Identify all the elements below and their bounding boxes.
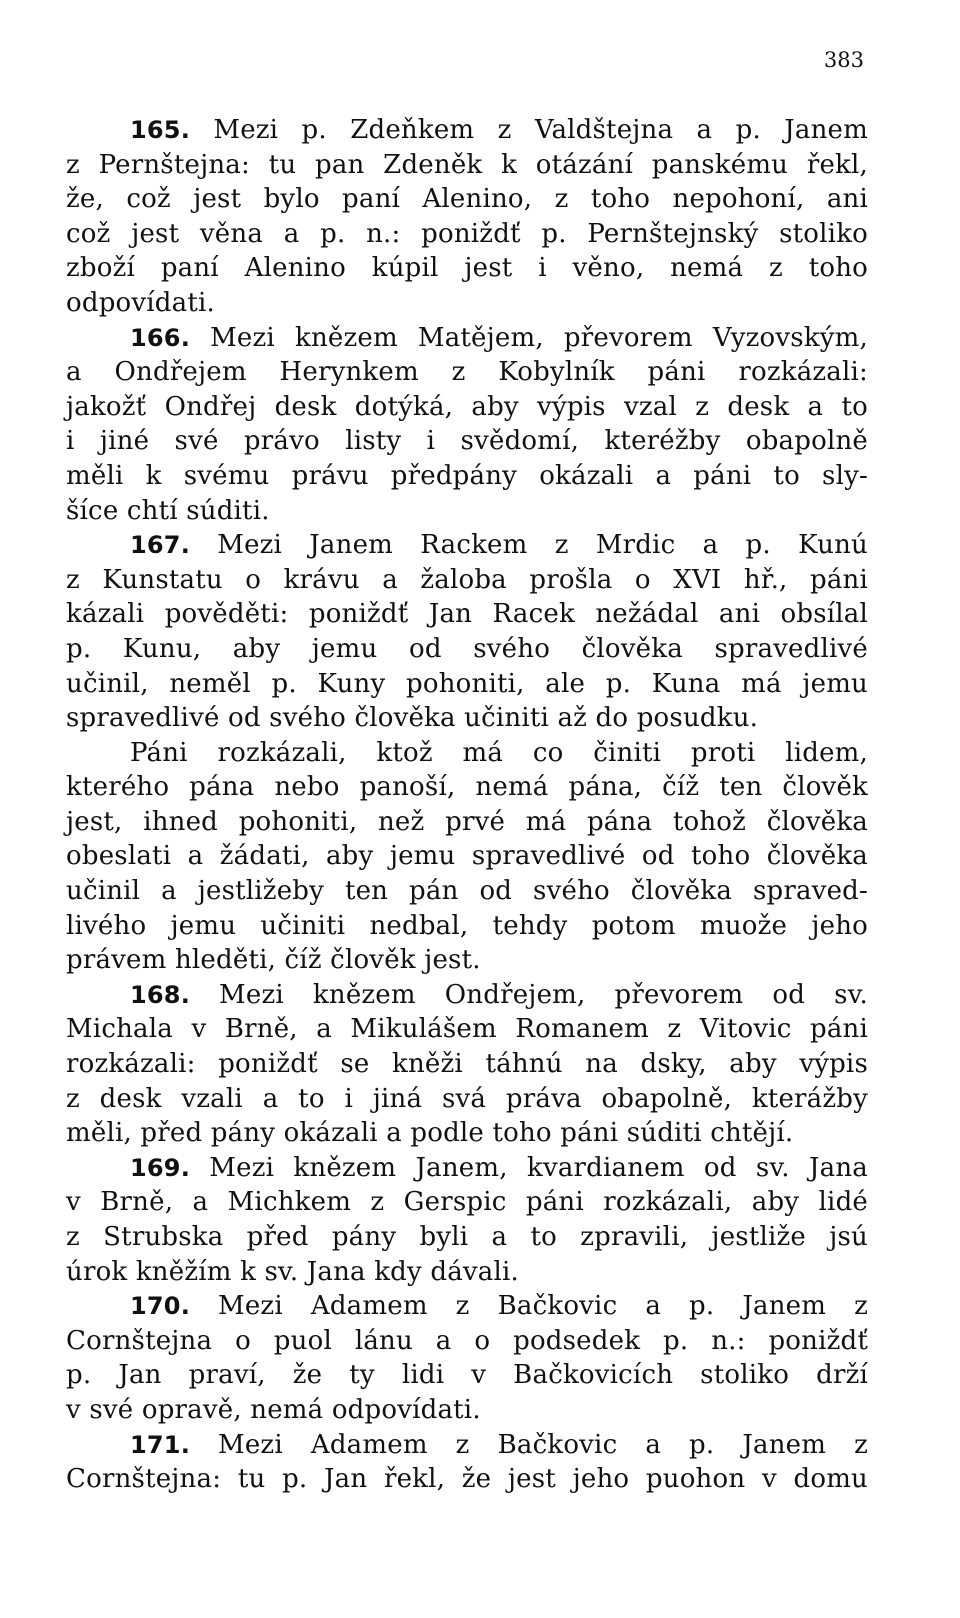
text-line [66,251,868,286]
line-text: z Strubska před pány byli a to zpravili, jestliže jsú [66,1222,868,1252]
line-text: kterého pána nebo panoší, nemá pána, číž ten člověk [66,772,868,803]
text-line [66,1462,868,1497]
entry-number: 168. [130,980,191,1009]
line-text: měli k svému právu předpány okázali a páni to sly- [66,460,868,491]
line-text: Mezi p. Zdeňkem z Valdštejna a p. Janem [190,115,868,145]
line-text: rozkázali: poniždť se kněži táhnú na dsky, aby výpis [66,1049,868,1080]
line-text: Mezi knězem Matějem, převorem Vyzovským, [190,322,868,353]
line-text: p. Kunu, aby jemu od svého člověka spravedlivé [66,633,868,664]
text-line [66,770,868,805]
text-line [66,909,868,944]
line-text: šíce chtí súditi. [66,495,270,526]
text-line [66,736,868,771]
line-text: odpovídati. [66,287,215,318]
entry-number: 169. [130,1153,191,1182]
line-text: Cornštejna o puol lánu a o podsedek p. n.: poniždť [66,1325,868,1356]
text-line [66,1289,868,1324]
line-text: Mezi Janem Rackem z Mrdic a p. Kunú [190,530,868,561]
line-text: z desk vzali a to i jiná svá práva obapolně, kterážby [66,1083,868,1114]
text-line [66,805,868,840]
line-text: Michala v Brně, a Mikulášem Romanem z Vitovic páni [66,1014,868,1045]
line-text: Mezi knězem Ondřejem, převorem od sv. [190,979,868,1010]
text-line [66,597,868,632]
text-line [66,1324,868,1359]
body-text [66,113,868,1497]
text-line [66,217,868,252]
text-line [66,1185,868,1220]
text-line [66,1082,868,1117]
text-line [66,1047,868,1082]
text-line [66,667,868,702]
text-line [66,1220,868,1255]
line-text: že, což jest bylo paní Alenino, z toho nepohoní, ani [66,184,868,215]
line-text: učinil, neměl p. Kuny pohoniti, ale p. Kuna má jemu [66,668,868,699]
text-line [66,286,868,321]
line-text: Mezi knězem Janem, kvardianem od sv. Jana [190,1152,868,1183]
entry-number: 167. [130,531,191,560]
text-line [66,1116,868,1151]
line-text: úrok kněžím k sv. Jana kdy dávali. [66,1256,519,1287]
text-line [66,321,868,356]
text-line [66,839,868,874]
line-text: učinil a jestližeby ten pán od svého člověka spraved- [66,876,868,907]
line-text: spravedlivé od svého člověka učiniti až do posudku. [66,703,759,734]
line-text: Mezi Adamem z Bačkovic a p. Janem z [190,1429,868,1460]
line-text: právem hleděti, číž člověk jest. [66,945,481,976]
entry-number: 171. [130,1430,191,1459]
line-text: kázali pověděti: poniždť Jan Racek nežádal ani obsílal [66,599,868,630]
text-line [66,148,868,183]
text-line [66,459,868,494]
text-line [66,943,868,978]
text-line [66,355,868,390]
line-text: livého jemu učiniti nedbal, tehdy potom muože jeho [66,910,868,941]
text-line [66,1012,868,1047]
line-text: z Pernštejna: tu pan Zdeněk k otázání panskému řekl, [66,149,868,180]
text-line [66,494,868,529]
line-text: měli, před pány okázali a podle toho páni súditi chtějí. [66,1118,794,1149]
text-line [66,113,868,148]
line-text: což jest věna a p. n.: poniždť p. Pernštejnský stoliko [66,218,868,249]
line-text: Páni rozkázali, ktož má co činiti proti lidem, [130,737,868,768]
line-text: p. Jan praví, že ty lidi v Bačkovicích stoliko drží [66,1360,868,1391]
line-text: i jiné své právo listy i svědomí, kteréžby obapolně [66,426,868,457]
text-line [66,978,868,1013]
line-text: jakožť Ondřej desk dotýká, aby výpis vzal z desk a to [66,391,868,422]
entry-number: 166. [130,323,191,352]
line-text: obeslati a žádati, aby jemu spravedlivé od toho člověka [66,841,868,872]
text-line [66,528,868,563]
entry-number: 170. [130,1292,191,1321]
line-text: v své opravě, nemá odpovídati. [66,1394,481,1425]
text-line [66,1358,868,1393]
text-line [66,1393,868,1428]
line-text: zboží paní Alenino kúpil jest i věno, nemá z toho [66,253,868,284]
page-number: 383 [823,48,864,72]
line-text: z Kunstatu o krávu a žaloba prošla o XVI hř., páni [66,564,868,595]
text-line [66,632,868,667]
line-text: v Brně, a Michkem z Gerspic páni rozkázali, aby lidé [66,1187,868,1218]
text-line [66,1255,868,1290]
line-text: Cornštejna: tu p. Jan řekl, že jest jeho puohon v domu [66,1464,868,1495]
text-line [66,1428,868,1463]
text-line [66,563,868,598]
text-line [66,874,868,909]
text-line [66,424,868,459]
text-line [66,390,868,425]
entry-number: 165. [130,116,191,144]
line-text: Mezi Adamem z Bačkovic a p. Janem z [190,1291,868,1322]
line-text: jest, ihned pohoniti, než prvé má pána tohož člověka [66,806,868,837]
text-line [66,701,868,736]
text-line [66,182,868,217]
text-line [66,1151,868,1186]
line-text: a Ondřejem Herynkem z Kobylník páni rozkázali: [66,357,868,388]
